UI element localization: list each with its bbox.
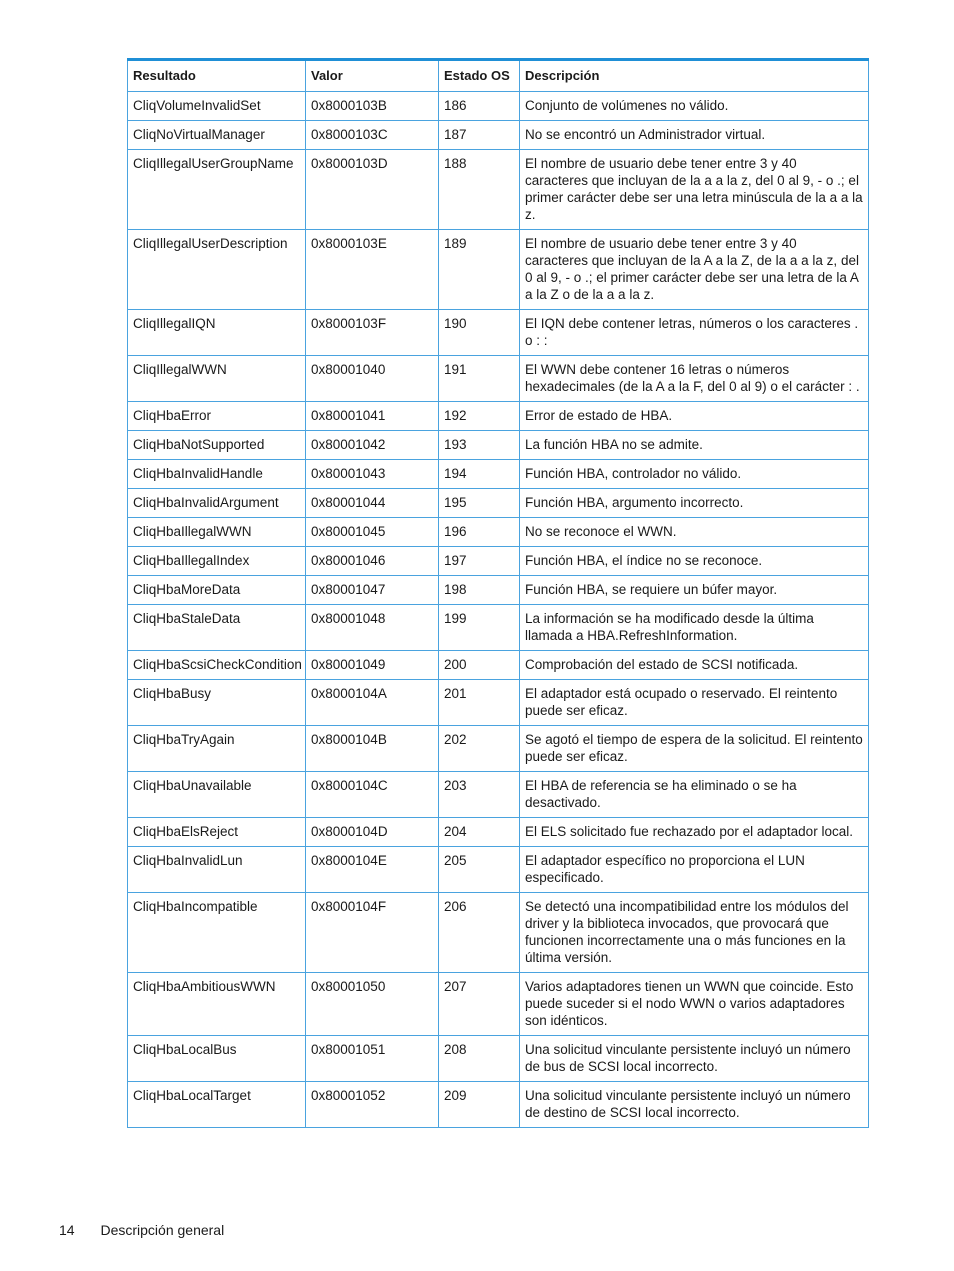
cell-descripcion: El ELS solicitado fue rechazado por el adaptador local. [520, 818, 869, 847]
cell-estado-os: 198 [439, 576, 520, 605]
cell-valor: 0x8000104B [306, 726, 439, 772]
cell-estado-os: 206 [439, 893, 520, 973]
cell-estado-os: 196 [439, 518, 520, 547]
cell-resultado: CliqHbaInvalidHandle [128, 460, 306, 489]
cell-estado-os: 188 [439, 150, 520, 230]
cell-resultado: CliqHbaElsReject [128, 818, 306, 847]
cell-valor: 0x80001040 [306, 356, 439, 402]
cell-resultado: CliqHbaLocalTarget [128, 1082, 306, 1128]
cell-estado-os: 187 [439, 121, 520, 150]
cell-descripcion: No se encontró un Administrador virtual. [520, 121, 869, 150]
cell-estado-os: 204 [439, 818, 520, 847]
table-row [128, 1082, 869, 1128]
cell-resultado: CliqHbaUnavailable [128, 772, 306, 818]
cell-valor: 0x8000103F [306, 310, 439, 356]
table-row [128, 651, 869, 680]
page-number: 14 [59, 1222, 75, 1238]
cell-descripcion: No se reconoce el WWN. [520, 518, 869, 547]
cell-valor: 0x8000103C [306, 121, 439, 150]
header-resultado: Resultado [128, 60, 306, 92]
table-body [128, 92, 869, 1128]
table-row [128, 356, 869, 402]
cell-valor: 0x8000104F [306, 893, 439, 973]
cell-estado-os: 193 [439, 431, 520, 460]
cell-resultado: CliqHbaNotSupported [128, 431, 306, 460]
cell-resultado: CliqHbaIllegalWWN [128, 518, 306, 547]
cell-estado-os: 207 [439, 973, 520, 1036]
table-row [128, 893, 869, 973]
header-row [128, 60, 869, 92]
table-row [128, 818, 869, 847]
table-row [128, 230, 869, 310]
cell-estado-os: 209 [439, 1082, 520, 1128]
cell-descripcion: Conjunto de volúmenes no válido. [520, 92, 869, 121]
cell-resultado: CliqHbaAmbitiousWWN [128, 973, 306, 1036]
cell-descripcion: Función HBA, argumento incorrecto. [520, 489, 869, 518]
table-row [128, 310, 869, 356]
table-row [128, 680, 869, 726]
cell-resultado: CliqHbaIncompatible [128, 893, 306, 973]
cell-valor: 0x8000104C [306, 772, 439, 818]
table-row [128, 547, 869, 576]
cell-valor: 0x8000103E [306, 230, 439, 310]
table-row [128, 772, 869, 818]
page-footer [59, 1222, 224, 1238]
error-codes-table [127, 58, 869, 1128]
table-row [128, 726, 869, 772]
cell-estado-os: 195 [439, 489, 520, 518]
cell-resultado: CliqIllegalWWN [128, 356, 306, 402]
cell-estado-os: 202 [439, 726, 520, 772]
cell-resultado: CliqHbaStaleData [128, 605, 306, 651]
cell-resultado: CliqHbaTryAgain [128, 726, 306, 772]
table-row [128, 121, 869, 150]
cell-estado-os: 200 [439, 651, 520, 680]
cell-resultado: CliqHbaLocalBus [128, 1036, 306, 1082]
cell-estado-os: 197 [439, 547, 520, 576]
cell-descripcion: La información se ha modificado desde la última llamada a HBA.RefreshInformation. [520, 605, 869, 651]
cell-estado-os: 192 [439, 402, 520, 431]
cell-resultado: CliqIllegalUserDescription [128, 230, 306, 310]
table-row [128, 973, 869, 1036]
cell-resultado: CliqVolumeInvalidSet [128, 92, 306, 121]
cell-descripcion: Una solicitud vinculante persistente incluyó un número de bus de SCSI local incorrecto. [520, 1036, 869, 1082]
header-descripcion: Descripción [520, 60, 869, 92]
cell-descripcion: Función HBA, el índice no se reconoce. [520, 547, 869, 576]
cell-valor: 0x80001046 [306, 547, 439, 576]
table-row [128, 576, 869, 605]
cell-descripcion: El adaptador está ocupado o reservado. El reintento puede ser eficaz. [520, 680, 869, 726]
cell-valor: 0x80001050 [306, 973, 439, 1036]
cell-resultado: CliqHbaInvalidArgument [128, 489, 306, 518]
cell-valor: 0x80001051 [306, 1036, 439, 1082]
cell-valor: 0x8000103B [306, 92, 439, 121]
cell-valor: 0x8000103D [306, 150, 439, 230]
cell-valor: 0x8000104A [306, 680, 439, 726]
table-row [128, 847, 869, 893]
cell-resultado: CliqHbaIllegalIndex [128, 547, 306, 576]
table-row [128, 92, 869, 121]
cell-estado-os: 194 [439, 460, 520, 489]
cell-estado-os: 191 [439, 356, 520, 402]
cell-valor: 0x80001052 [306, 1082, 439, 1128]
table-row [128, 1036, 869, 1082]
cell-valor: 0x80001049 [306, 651, 439, 680]
cell-estado-os: 190 [439, 310, 520, 356]
cell-valor: 0x80001048 [306, 605, 439, 651]
cell-estado-os: 189 [439, 230, 520, 310]
cell-descripcion: La función HBA no se admite. [520, 431, 869, 460]
table-row [128, 460, 869, 489]
header-valor: Valor [306, 60, 439, 92]
cell-valor: 0x8000104D [306, 818, 439, 847]
cell-estado-os: 199 [439, 605, 520, 651]
footer-section-title: Descripción general [100, 1222, 225, 1238]
cell-resultado: CliqIllegalIQN [128, 310, 306, 356]
cell-descripcion: El nombre de usuario debe tener entre 3 y 40 caracteres que incluyan de la a a la z, del 0 al 9, - o .; el primer carácter debe ser una letra minúscula de la a a la z. [520, 150, 869, 230]
cell-descripcion: Función HBA, controlador no válido. [520, 460, 869, 489]
cell-resultado: CliqHbaError [128, 402, 306, 431]
table-header [128, 60, 869, 92]
cell-descripcion: Comprobación del estado de SCSI notificada. [520, 651, 869, 680]
cell-resultado: CliqIllegalUserGroupName [128, 150, 306, 230]
cell-resultado: CliqHbaInvalidLun [128, 847, 306, 893]
cell-descripcion: El IQN debe contener letras, números o los caracteres . o : : [520, 310, 869, 356]
cell-descripcion: Se detectó una incompatibilidad entre los módulos del driver y la biblioteca invocados, que provocará que funcionen incorrectamente una o más funciones en la última versión. [520, 893, 869, 973]
cell-estado-os: 186 [439, 92, 520, 121]
table-row [128, 605, 869, 651]
cell-valor: 0x8000104E [306, 847, 439, 893]
cell-valor: 0x80001045 [306, 518, 439, 547]
cell-resultado: CliqNoVirtualManager [128, 121, 306, 150]
cell-descripcion: Función HBA, se requiere un búfer mayor. [520, 576, 869, 605]
cell-resultado: CliqHbaMoreData [128, 576, 306, 605]
cell-descripcion: El nombre de usuario debe tener entre 3 y 40 caracteres que incluyan de la A a la Z, de la a a la z, del 0 al 9, - o .; el primer carácter debe ser una letra de la A a la Z o de la a a la z. [520, 230, 869, 310]
cell-descripcion: Se agotó el tiempo de espera de la solicitud. El reintento puede ser eficaz. [520, 726, 869, 772]
cell-resultado: CliqHbaScsiCheckCondition [128, 651, 306, 680]
table-row [128, 431, 869, 460]
cell-valor: 0x80001044 [306, 489, 439, 518]
cell-estado-os: 208 [439, 1036, 520, 1082]
cell-descripcion: El HBA de referencia se ha eliminado o se ha desactivado. [520, 772, 869, 818]
cell-estado-os: 203 [439, 772, 520, 818]
table-row [128, 402, 869, 431]
cell-valor: 0x80001042 [306, 431, 439, 460]
error-codes-table-container [127, 58, 868, 1128]
cell-descripcion: Una solicitud vinculante persistente incluyó un número de destino de SCSI local incorrecto. [520, 1082, 869, 1128]
cell-descripcion: El adaptador específico no proporciona el LUN especificado. [520, 847, 869, 893]
table-row [128, 518, 869, 547]
cell-estado-os: 205 [439, 847, 520, 893]
cell-descripcion: Error de estado de HBA. [520, 402, 869, 431]
cell-valor: 0x80001043 [306, 460, 439, 489]
cell-valor: 0x80001047 [306, 576, 439, 605]
cell-descripcion: El WWN debe contener 16 letras o números hexadecimales (de la A a la F, del 0 al 9) o el carácter : . [520, 356, 869, 402]
cell-valor: 0x80001041 [306, 402, 439, 431]
header-estado-os: Estado OS [439, 60, 520, 92]
cell-estado-os: 201 [439, 680, 520, 726]
table-row [128, 150, 869, 230]
cell-resultado: CliqHbaBusy [128, 680, 306, 726]
cell-descripcion: Varios adaptadores tienen un WWN que coincide. Esto puede suceder si el nodo WWN o varios adaptadores son idénticos. [520, 973, 869, 1036]
table-row [128, 489, 869, 518]
